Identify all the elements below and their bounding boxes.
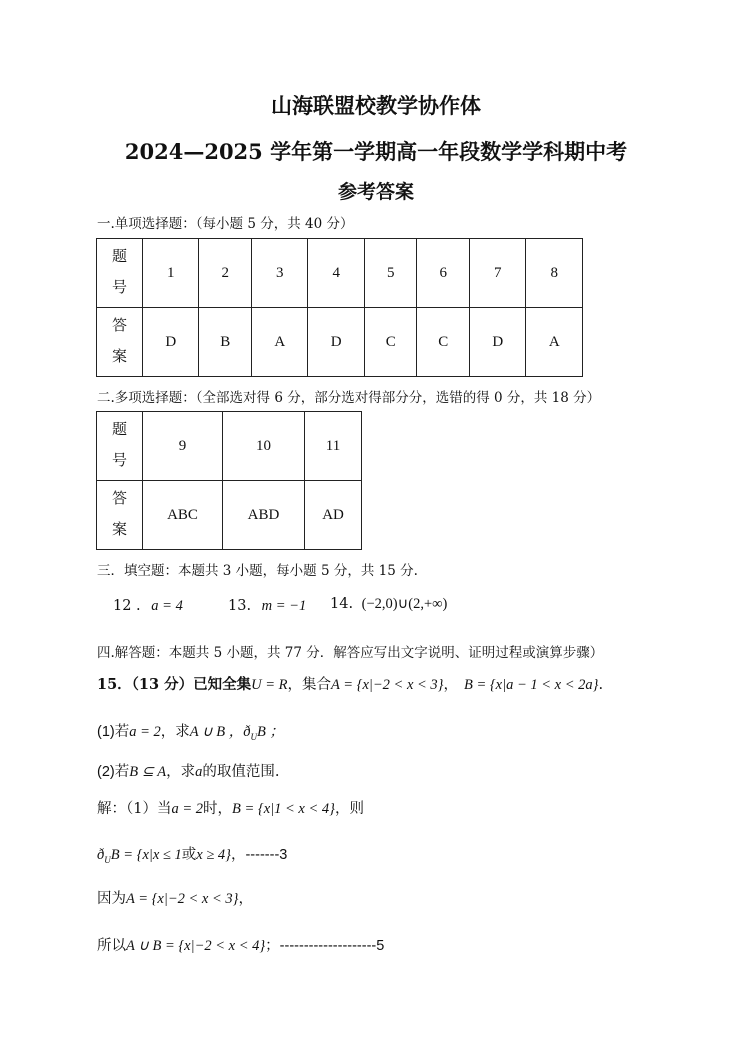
section3-heading: 三．填空题：本题共 3 小题，每小题 5 分，共 15 分. (97, 563, 418, 579)
answer-cell: D (143, 308, 199, 377)
question-15-part1: (1)若a = 2，求A ∪ B ，$ð_UB$ ； (97, 724, 284, 742)
fill-answer-12: 12 . a = 4 (113, 598, 183, 614)
question-number: 1 (143, 239, 199, 308)
answer-cell: D (308, 308, 364, 377)
table-row (97, 239, 583, 308)
question-15-stem: 15．（13 分）已知全集U = R，集合A = {x|−2 < x < 3}， B = {x|a − 1 < x < 2a}. (97, 676, 604, 693)
doc-title-answer-key: 参考答案 (337, 181, 414, 203)
answer-cell: B (199, 308, 252, 377)
answer-cell: ABC (143, 481, 223, 550)
answer-cell: ABD (222, 481, 304, 550)
question-number: 8 (526, 239, 583, 308)
single-choice-table (96, 238, 583, 377)
answer-cell: A (252, 308, 308, 377)
answer-cell: AD (305, 481, 362, 550)
answer-cell: A (526, 308, 583, 377)
row-header-question: 题 号 (97, 412, 143, 481)
question-number: 7 (470, 239, 526, 308)
section2-heading: 二.多项选择题：（全部选对得 6 分，部分选对得部分分，选错的得 0 分，共 18 分） (97, 390, 601, 406)
question-number: 2 (199, 239, 252, 308)
fill-answer-14: 14. (−2,0)∪(2,+∞) (330, 596, 448, 612)
fill-answer-13: 13. m = −1 (228, 598, 307, 614)
question-number: 10 (222, 412, 304, 481)
question-number: 3 (252, 239, 308, 308)
section4-heading: 四.解答题：本题共 5 小题，共 77 分．解答应写出文字说明、证明过程或演算步骤） (97, 645, 604, 661)
answer-cell: C (417, 308, 470, 377)
table-row (97, 481, 362, 550)
row-header-question: 题 号 (97, 239, 143, 308)
doc-title-alliance: 山海联盟校教学协作体 (271, 93, 481, 118)
doc-title-exam: 2024—2025 学年第一学期高一年段数学学科期中考 (124, 139, 628, 164)
solution-line-2: $ð_UB = \{x|x \le 1$或x ≥ 4}，-------3 (97, 847, 288, 865)
question-number: 4 (308, 239, 364, 308)
row-header-answer: 答 案 (97, 481, 143, 550)
solution-line-4: 所以A ∪ B = {x|−2 < x < 4}；--------------------5 (97, 938, 385, 954)
section1-heading: 一.单项选择题：（每小题 5 分，共 40 分） (97, 216, 354, 232)
solution-line-3: 因为A = {x|−2 < x < 3}， (97, 891, 253, 907)
answer-cell: C (364, 308, 417, 377)
question-number: 11 (305, 412, 362, 481)
question-number: 5 (364, 239, 417, 308)
question-number: 9 (143, 412, 223, 481)
table-row (97, 308, 583, 377)
question-15-part2: (2)若B ⊆ A，求a的取值范围. (97, 764, 280, 780)
table-row (97, 412, 362, 481)
row-header-answer: 答 案 (97, 308, 143, 377)
question-number: 6 (417, 239, 470, 308)
answer-cell: D (470, 308, 526, 377)
multi-choice-table (96, 411, 362, 550)
solution-line-1: 解：（1）当a = 2时，B = {x|1 < x < 4}，则 (97, 801, 364, 817)
